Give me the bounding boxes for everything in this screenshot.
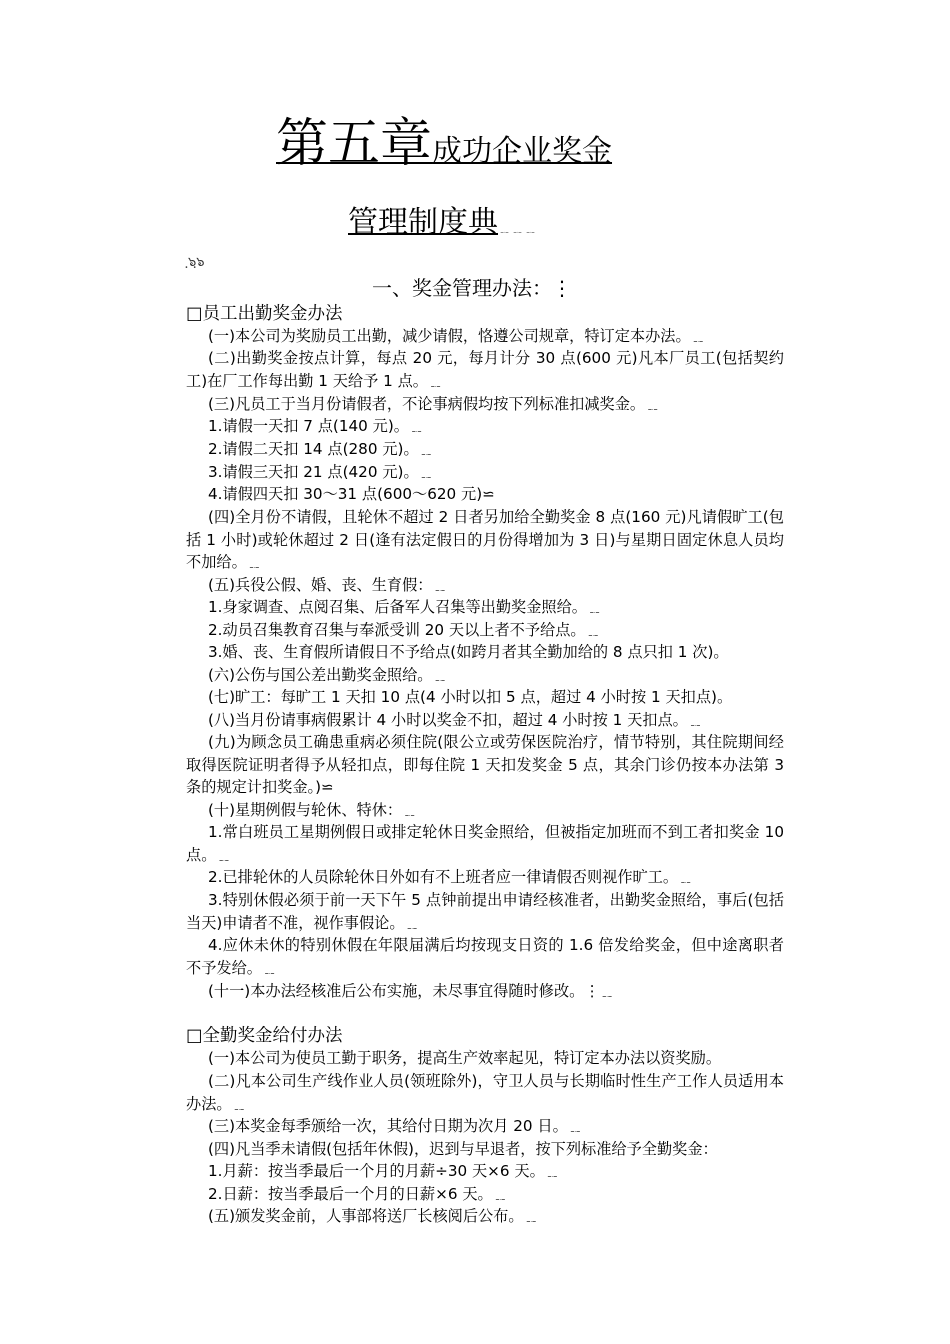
paragraph: (四)全月份不请假，且轮休不超过 2 日者另加给全勤奖金 8 点(160 元)凡请假旷工(包括 1 小时)或轮休超过 2 日(逢有法定假日的月份得增加为 3 日)与星期日固定休息人员均不加给。﹎: [186, 508, 784, 571]
chapter-label: 第五章: [276, 114, 433, 174]
decorative-marks: ฺ๖ฺ๖: [188, 255, 205, 270]
document-title-line2: [348, 205, 538, 240]
paragraph: (十)星期例假与轮休、特休：﹎: [208, 801, 418, 819]
list-item: 2.日薪：按当季最后一个月的日薪×6 天。﹎: [208, 1185, 508, 1203]
paragraph: (二)凡本公司生产线作业人员(领班除外)，守卫人员与长期临时性生产工作人员适用本办法。﹎: [186, 1072, 784, 1113]
list-item: 4.应休未休的特别休假在年限届满后均按现支日资的 1.6 倍发给奖金，但中途离职者不予发给。﹎: [186, 936, 784, 977]
paragraph: (七)旷工：每旷工 1 天扣 10 点(4 小时以扣 5 点，超过 4 小时按 1 天扣点)。: [208, 688, 733, 706]
paragraph: (三)本奖金每季颁给一次，其给付日期为次月 20 日。﹎: [208, 1117, 583, 1135]
list-item: 1.请假一天扣 7 点(140 元)。﹎: [208, 417, 425, 435]
section-heading: 一、奖金管理办法：⋮: [372, 276, 572, 300]
paragraph: (三)凡员工于当月份请假者，不论事病假均按下列标准扣减奖金。﹎: [208, 395, 661, 413]
paragraph: (八)当月份请事病假累计 4 小时以奖金不扣，超过 4 小时按 1 天扣点。﹎: [208, 711, 704, 729]
list-item: 1.身家调查、点阅召集、后备军人召集等出勤奖金照给。﹎: [208, 598, 603, 616]
list-item: 3.请假三天扣 21 点(420 元)。﹎: [208, 463, 434, 481]
document-title-line1: [276, 114, 613, 174]
title-format-marks: ﹎﹎﹎: [498, 221, 538, 236]
paragraph: (一)本公司为奖励员工出勤，减少请假，恪遵公司规章，特订定本办法。﹎: [208, 327, 706, 345]
list-item: 3.婚、丧、生育假所请假日不予给点(如跨月者其全勤加给的 8 点只扣 1 次)。: [208, 643, 729, 661]
paragraph: (二)出勤奖金按点计算，每点 20 元，每月计分 30 点(600 元)凡本厂员工(包括契约工)在厂工作每出勤 1 天给予 1 点。﹎: [186, 349, 784, 390]
title-text-part2: 管理制度典: [348, 205, 498, 240]
list-item: 1.常白班员工星期例假日或排定轮休日奖金照给，但被指定加班而不到工者扣奖金 10 点。﹎: [186, 823, 784, 864]
list-item: 3.特别休假必须于前一天下午 5 点钟前提出申请经核准者，出勤奖金照给，事后(包括当天)申请者不准，视作事假论。﹎: [186, 891, 784, 932]
paragraph: (五)颁发奖金前，人事部将送厂长核阅后公布。﹎: [208, 1207, 539, 1225]
list-item: 2.已排轮休的人员除轮休日外如有不上班者应一律请假否则视作旷工。﹎: [208, 868, 694, 886]
paragraph: (六)公伤与国公差出勤奖金照给。﹎: [208, 666, 448, 684]
paragraph: (九)为顾念员工确患重病必须住院(限公立或劳保医院治疗，情节特别，其住院期间经取得医院证明者得予从轻扣点，即每住院 1 天扣发奖金 5 点，其余门诊仍按本办法第 3 条的规定计扣奖金。)⋍: [186, 733, 784, 796]
paragraph: (五)兵役公假、婚、丧、生育假：﹎: [208, 576, 448, 594]
part1-heading: □员工出勤奖金办法: [186, 304, 343, 324]
title-text-part1: 成功企业奖金: [432, 134, 613, 169]
list-item: 2.请假二天扣 14 点(280 元)。﹎: [208, 440, 434, 458]
list-item: 1.月薪：按当季最后一个月的月薪÷30 天×6 天。﹎: [208, 1162, 560, 1180]
list-item: 2.动员召集教育召集与奉派受训 20 天以上者不予给点。﹎: [208, 621, 601, 639]
paragraph: (一)本公司为使员工勤于职务，提高生产效率起见，特订定本办法以资奖励。: [208, 1049, 722, 1067]
paragraph: (十一)本办法经核准后公布实施，未尽事宜得随时修改。⋮﹎: [208, 982, 615, 1000]
paragraph: (四)凡当季未请假(包括年休假)，迟到与早退者，按下列标准给予全勤奖金：: [208, 1140, 718, 1158]
list-item: 4.请假四天扣 30～31 点(600～620 元)⋍: [208, 485, 495, 503]
part2-heading: □全勤奖金给付办法: [186, 1026, 343, 1046]
